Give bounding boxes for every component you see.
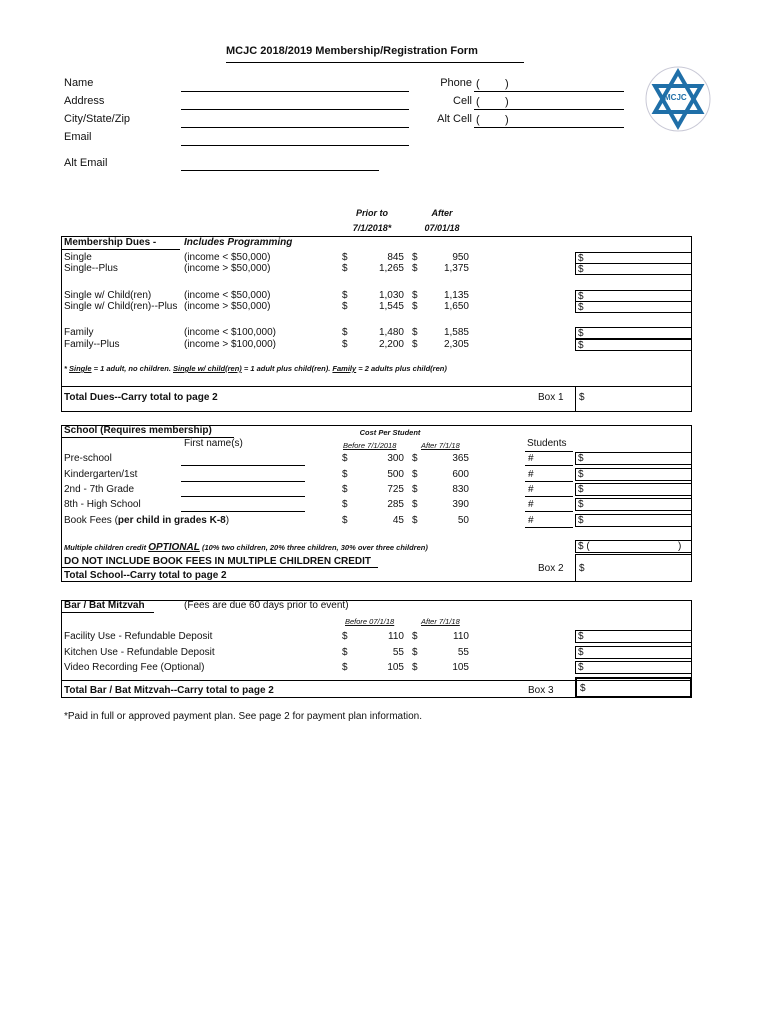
membership-row-income: (income > $100,000) <box>184 339 277 350</box>
membership-row-income: (income < $50,000) <box>184 252 271 263</box>
school-row-amount[interactable] <box>575 468 692 481</box>
city-label: City/State/Zip <box>64 113 131 125</box>
membership-row-amount-dollar: $ <box>578 264 584 275</box>
mitzvah-row-amount[interactable] <box>575 661 692 674</box>
school-row-after: 390 <box>452 499 469 510</box>
school-row-students-field[interactable] <box>525 511 573 512</box>
school-row-amount[interactable] <box>575 452 692 465</box>
mitzvah-row-prior: 55 <box>392 647 404 658</box>
no-book-fees-warning: DO NOT INCLUDE BOOK FEES IN MULTIPLE CHILDREN CREDIT <box>64 556 372 567</box>
multi-credit-label: Multiple children credit OPTIONAL (10% two children, 20% three children, 30% over three children) <box>64 542 428 553</box>
school-row-prior: 500 <box>387 469 404 480</box>
cell-field[interactable] <box>474 109 624 110</box>
school-row-hash: # <box>528 469 534 480</box>
mitzvah-total-label: Total Bar / Bat Mitzvah--Carry total to page 2 <box>64 685 274 696</box>
mitzvah-fees-note: (Fees are due 60 days prior to event) <box>184 600 349 611</box>
alt-cell-paren-close: ) <box>505 114 509 126</box>
prior-header-2: 7/1/2018* <box>352 223 392 233</box>
membership-row-amount-dollar: $ <box>578 340 584 351</box>
mitzvah-row-amount[interactable] <box>575 646 692 659</box>
phone-label: Phone <box>440 77 472 89</box>
membership-row-after: 950 <box>452 252 469 263</box>
star-of-david-logo <box>645 66 711 132</box>
includes-programming: Includes Programming <box>184 237 293 248</box>
cell-label: Cell <box>453 95 472 107</box>
school-after-header: After 7/1/18 <box>421 441 460 450</box>
email-field[interactable] <box>181 145 409 146</box>
membership-row-prior: 1,030 <box>378 290 404 301</box>
warning-underline <box>62 567 378 568</box>
book-dollar-prior: $ <box>342 515 348 526</box>
mitzvah-row-amount-dollar: $ <box>578 631 584 642</box>
membership-row-label: Family <box>64 327 94 338</box>
alt-cell-paren-open: ( <box>476 114 480 126</box>
mitzvah-row-after: 110 <box>453 631 469 642</box>
school-row-first-name-field[interactable] <box>181 496 305 497</box>
mitzvah-row-amount[interactable] <box>575 630 692 643</box>
school-row-after: 830 <box>452 484 469 495</box>
box1-dollar: $ <box>579 392 585 403</box>
membership-row-prior: 2,200 <box>378 339 404 350</box>
city-field[interactable] <box>181 127 409 128</box>
mitzvah-row-dollar-after: $ <box>412 662 418 673</box>
membership-header-underline <box>62 249 180 250</box>
book-dollar-after: $ <box>412 515 418 526</box>
cell-paren-open: ( <box>476 96 480 108</box>
school-row-dollar-after: $ <box>412 499 418 510</box>
prior-header-1: Prior to <box>355 208 388 218</box>
membership-total-label: Total Dues--Carry total to page 2 <box>64 392 218 403</box>
mitzvah-header: Bar / Bat Mitzvah <box>64 600 145 611</box>
membership-row-amount[interactable] <box>575 301 692 313</box>
school-row-dollar-prior: $ <box>342 453 348 464</box>
box2-label: Box 2 <box>538 563 564 574</box>
mitzvah-after-header: After 7/1/18 <box>421 617 460 626</box>
book-students-hash: # <box>528 515 534 526</box>
membership-row-dollar-prior: $ <box>342 263 348 274</box>
school-row-hash: # <box>528 453 534 464</box>
membership-row-dollar-after: $ <box>412 327 418 338</box>
school-row-hash: # <box>528 484 534 495</box>
form-title: MCJC 2018/2019 Membership/Registration Form <box>226 45 478 57</box>
school-header: School (Requires membership) <box>64 425 212 436</box>
school-row-amount[interactable] <box>575 483 692 496</box>
membership-row-income: (income < $100,000) <box>184 327 277 338</box>
mitzvah-row-dollar-prior: $ <box>342 647 348 658</box>
mitzvah-row-dollar-after: $ <box>412 631 418 642</box>
school-row-label: Pre-school <box>64 453 112 464</box>
book-after-value: 50 <box>457 515 469 526</box>
mitzvah-row-dollar-after: $ <box>412 647 418 658</box>
membership-row-prior: 845 <box>387 252 404 263</box>
box2-dollar: $ <box>579 563 585 574</box>
membership-row-label: Single--Plus <box>64 263 118 274</box>
address-label: Address <box>64 95 105 107</box>
membership-row-after: 1,135 <box>443 290 469 301</box>
book-prior-value: 45 <box>392 515 404 526</box>
membership-row-amount-dollar: $ <box>578 253 584 264</box>
membership-row-dollar-after: $ <box>412 263 418 274</box>
membership-row-amount-dollar: $ <box>578 302 584 313</box>
school-row-first-name-field[interactable] <box>181 511 305 512</box>
logo-text: MCJC <box>664 93 687 102</box>
membership-row-dollar-prior: $ <box>342 327 348 338</box>
school-row-label: 8th - High School <box>64 499 141 510</box>
book-fees-amount[interactable]: $ <box>575 514 692 527</box>
after-header-2: 07/01/18 <box>424 223 460 233</box>
school-row-dollar-prior: $ <box>342 484 348 495</box>
multi-credit-amount[interactable]: $ ( ) <box>575 540 692 553</box>
students-underline <box>525 451 573 452</box>
mitzvah-row-label: Video Recording Fee (Optional) <box>64 662 205 673</box>
school-before-header: Before 7/1/2018 <box>343 441 397 450</box>
school-row-after: 600 <box>452 469 469 480</box>
membership-row-dollar-after: $ <box>412 290 418 301</box>
box1-label: Box 1 <box>538 392 564 403</box>
phone-paren-open: ( <box>476 78 480 90</box>
school-row-hash: # <box>528 499 534 510</box>
name-label: Name <box>64 77 94 89</box>
mitzvah-row-prior: 105 <box>387 662 404 673</box>
school-row-dollar-after: $ <box>412 453 418 464</box>
name-field[interactable] <box>181 91 409 92</box>
alt-cell-field[interactable] <box>474 127 624 128</box>
membership-row-dollar-prior: $ <box>342 252 348 263</box>
cell-paren-close: ) <box>505 96 509 108</box>
mitzvah-row-label: Kitchen Use - Refundable Deposit <box>64 647 215 658</box>
school-row-amount-dollar: $ <box>578 484 584 495</box>
membership-row-dollar-prior: $ <box>342 301 348 312</box>
school-row-after: 365 <box>452 453 469 464</box>
mitzvah-row-prior: 110 <box>388 631 404 642</box>
membership-row-prior: 1,265 <box>378 263 404 274</box>
membership-row-after: 2,305 <box>443 339 469 350</box>
school-row-dollar-prior: $ <box>342 499 348 510</box>
membership-row-amount[interactable] <box>575 327 692 339</box>
footnote: *Paid in full or approved payment plan. See page 2 for payment plan information. <box>64 711 422 722</box>
membership-row-income: (income > $50,000) <box>184 263 271 274</box>
membership-row-amount[interactable] <box>575 339 692 351</box>
membership-row-after: 1,650 <box>443 301 469 312</box>
alt-email-field[interactable] <box>181 170 379 171</box>
optional-label: OPTIONAL <box>148 542 200 553</box>
book-students-field[interactable] <box>525 527 573 528</box>
membership-row-income: (income > $50,000) <box>184 301 271 312</box>
phone-paren-close: ) <box>505 78 509 90</box>
school-row-students-field[interactable] <box>525 496 573 497</box>
school-row-first-name-field[interactable] <box>181 481 305 482</box>
cost-per-student: Cost Per Student <box>359 428 421 437</box>
membership-row-dollar-prior: $ <box>342 339 348 350</box>
box3-amount[interactable] <box>575 677 692 698</box>
school-row-dollar-prior: $ <box>342 469 348 480</box>
box3-dollar: $ <box>580 683 586 694</box>
school-row-label: Kindergarten/1st <box>64 469 138 480</box>
school-row-amount-dollar: $ <box>578 499 584 510</box>
mitzvah-row-dollar-prior: $ <box>342 662 348 673</box>
school-total-label: Total School--Carry total to page 2 <box>64 570 227 581</box>
school-row-dollar-after: $ <box>412 484 418 495</box>
after-header-1: After <box>431 208 453 218</box>
membership-row-label: Single w/ Child(ren) <box>64 290 152 301</box>
mitzvah-row-label: Facility Use - Refundable Deposit <box>64 631 213 642</box>
mitzvah-row-amount-dollar: $ <box>578 662 584 673</box>
book-fees-label: Book Fees (per child in grades K-8) <box>64 515 230 526</box>
membership-row-income: (income < $50,000) <box>184 290 271 301</box>
membership-row-after: 1,585 <box>443 327 469 338</box>
phone-field[interactable] <box>474 91 624 92</box>
membership-row-label: Single w/ Child(ren)--Plus <box>64 301 178 312</box>
membership-row-dollar-prior: $ <box>342 290 348 301</box>
membership-row-dollar-after: $ <box>412 301 418 312</box>
first-names-label: First name(s) <box>184 438 243 449</box>
school-row-prior: 300 <box>387 453 404 464</box>
box2-amount[interactable] <box>575 554 692 582</box>
membership-row-dollar-after: $ <box>412 252 418 263</box>
address-field[interactable] <box>181 109 409 110</box>
alt-cell-label: Alt Cell <box>437 113 472 125</box>
membership-row-amount[interactable] <box>575 263 692 275</box>
email-label: Email <box>64 131 92 143</box>
box3-label: Box 3 <box>528 685 554 696</box>
mitzvah-before-header: Before 07/1/18 <box>345 617 395 626</box>
membership-row-label: Single <box>64 252 92 263</box>
school-row-amount[interactable] <box>575 498 692 511</box>
school-row-amount-dollar: $ <box>578 453 584 464</box>
membership-row-amount-dollar: $ <box>578 291 584 302</box>
membership-note: * Single = 1 adult, no children. Single w/ child(ren) = 1 adult plus child(ren). Family = 2 adults plus child(ren) <box>64 364 447 373</box>
mitzvah-row-amount-dollar: $ <box>578 647 584 658</box>
mitzvah-header-underline <box>62 612 154 613</box>
mitzvah-row-dollar-prior: $ <box>342 631 348 642</box>
students-label: Students <box>527 438 567 449</box>
mitzvah-row-after: 105 <box>452 662 469 673</box>
school-row-first-name-field[interactable] <box>181 465 305 466</box>
box1-amount[interactable] <box>575 386 692 412</box>
school-row-prior: 285 <box>387 499 404 510</box>
title-underline <box>226 62 524 63</box>
alt-email-label: Alt Email <box>64 157 108 169</box>
membership-row-amount-dollar: $ <box>578 328 584 339</box>
membership-row-prior: 1,545 <box>378 301 404 312</box>
membership-row-prior: 1,480 <box>378 327 404 338</box>
membership-row-label: Family--Plus <box>64 339 120 350</box>
membership-header: Membership Dues - <box>64 237 157 248</box>
school-row-prior: 725 <box>387 484 404 495</box>
mitzvah-row-after: 55 <box>457 647 469 658</box>
membership-row-after: 1,375 <box>443 263 469 274</box>
school-row-label: 2nd - 7th Grade <box>64 484 135 495</box>
school-row-amount-dollar: $ <box>578 469 584 480</box>
school-row-students-field[interactable] <box>525 481 573 482</box>
membership-row-dollar-after: $ <box>412 339 418 350</box>
school-row-dollar-after: $ <box>412 469 418 480</box>
school-row-students-field[interactable] <box>525 465 573 466</box>
